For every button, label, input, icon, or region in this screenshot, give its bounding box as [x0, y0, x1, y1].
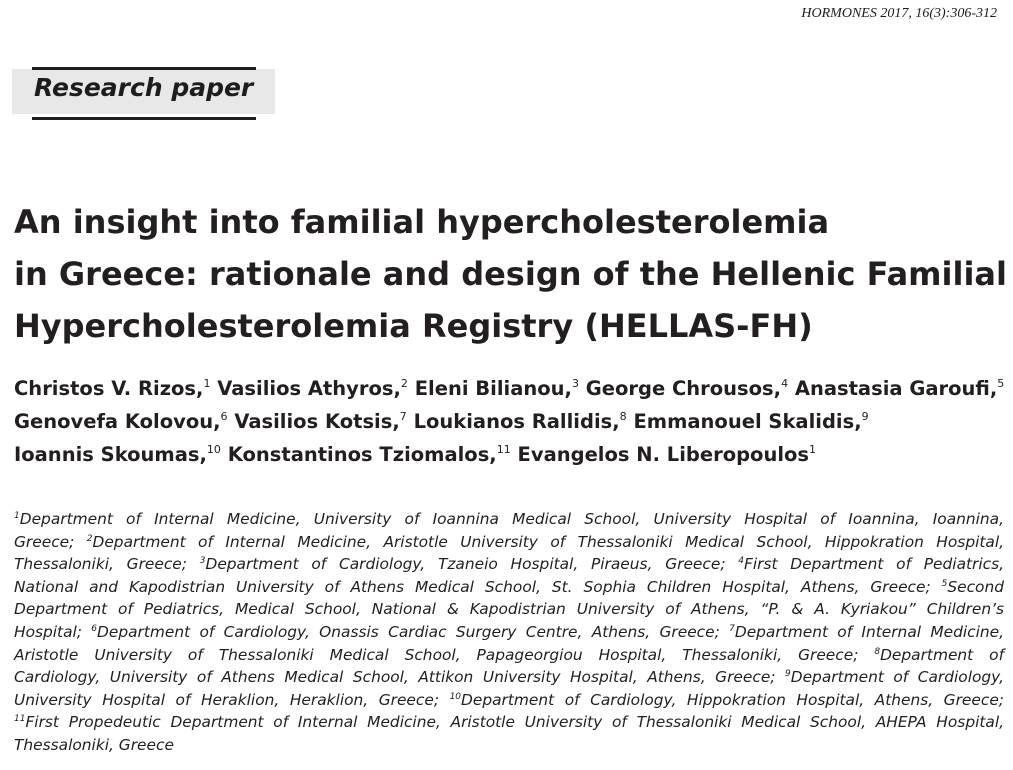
author: [14, 410, 228, 433]
affiliation-line: [14, 666, 1004, 689]
author-name: George Chrousos,: [585, 377, 782, 400]
author-affiliation-mark: 11: [496, 443, 511, 456]
affiliation-number: 10: [449, 691, 462, 702]
author-name: Vasilios Kotsis,: [234, 410, 400, 433]
author-name: Konstantinos Tziomalos,: [227, 443, 497, 466]
affiliation-text: Department of Cardiology, Onassis Cardiac Surgery Centre, Athens, Greece;: [97, 622, 730, 641]
section-rule-bottom: [32, 117, 256, 120]
author-affiliation-mark: 9: [861, 410, 869, 423]
affiliation-text: Thessaloniki, Greece: [14, 735, 174, 754]
author-name: Evangelos N. Liberopoulos: [517, 443, 810, 466]
section-label: Research paper: [34, 73, 254, 102]
affiliation-text: Department of Pediatrics, Medical School, National & Kapodistrian University of Athens, “P. & A. Kyriakou” Children’s: [14, 600, 1004, 619]
affiliation-text: Cardiology, University of Athens Medical School, Attikon University Hospital, Athens, Greece;: [14, 668, 785, 687]
author: [415, 377, 579, 400]
author-affiliation-mark: 6: [220, 410, 228, 423]
author-affiliation-mark: 5: [997, 377, 1005, 390]
affiliation-number: 1: [14, 511, 20, 521]
author-name: Anastasia Garoufi,: [794, 377, 998, 400]
section-rule-top: [32, 67, 256, 70]
affiliation-number: 9: [785, 669, 791, 680]
author-name: Loukianos Rallidis,: [413, 410, 620, 433]
author: [14, 443, 221, 466]
title-line: Hypercholesterolemia Registry (HELLAS-FH): [14, 307, 813, 345]
affiliations-block: [14, 508, 1004, 757]
author-affiliation-mark: 3: [571, 377, 579, 390]
affiliation-number: 3: [199, 556, 206, 567]
affiliation-number: 11: [14, 714, 26, 725]
author-name: Eleni Bilianou,: [414, 377, 572, 400]
affiliation-line: [14, 531, 1004, 554]
author-affiliation-mark: 7: [399, 410, 407, 423]
author-name: Genovefa Kolovou,: [14, 410, 221, 433]
affiliation-text: First Propedeutic Department of Internal Medicine, Aristotle University of Thessaloniki Medical School, AHEPA Hospital,: [25, 713, 1004, 732]
author-affiliation-mark: 1: [809, 443, 817, 456]
affiliation-text: Department of Cardiology,: [790, 668, 1004, 687]
affiliation-number: 7: [729, 623, 735, 634]
affiliation-text: Department of Cardiology, Hippokration Hospital, Athens, Greece;: [461, 690, 1004, 709]
affiliation-text: Thessaloniki, Greece;: [14, 555, 200, 574]
affiliation-number: 5: [941, 578, 948, 589]
author-line: [14, 372, 1004, 405]
affiliation-number: 8: [874, 646, 881, 657]
affiliation-text: Hospital;: [14, 622, 92, 641]
affiliation-line: [14, 689, 1004, 712]
author-name: Ioannis Skoumas,: [14, 443, 207, 466]
author: [633, 410, 868, 433]
affiliation-number: 4: [738, 556, 745, 567]
author: [14, 377, 210, 400]
journal-citation: HORMONES 2017, 16(3):306-312: [801, 6, 997, 21]
title-line: in Greece: rationale and design of the Hellenic Familial: [14, 255, 1007, 293]
author-name: Christos V. Rizos,: [14, 377, 204, 400]
affiliation-text: National and Kapodistrian University of Athens Medical School, St. Sophia Children Hospital, Athens, Greece;: [14, 577, 942, 596]
author-affiliation-mark: 4: [781, 377, 789, 390]
affiliation-text: First Department of Pediatrics,: [744, 555, 1005, 574]
affiliation-text: Department of Internal Medicine,: [734, 622, 1004, 641]
affiliation-line: [14, 598, 1004, 621]
affiliation-text: Department of Internal Medicine, University of Ioannina Medical School, University Hospital of Ioannina, Ioannina,: [19, 510, 1004, 528]
author-list: [14, 372, 1004, 471]
author-affiliation-mark: 2: [400, 377, 408, 390]
affiliation-text: Aristotle University of Thessaloniki Medical School, Papageorgiou Hospital, Thessaloniki, Greece;: [14, 645, 875, 664]
affiliation-line: [14, 576, 1004, 599]
author: [228, 443, 511, 466]
author: [518, 443, 816, 466]
author-affiliation-mark: 8: [619, 410, 627, 423]
affiliation-text: Department of: [880, 645, 1004, 664]
author: [234, 410, 406, 433]
author: [217, 377, 408, 400]
affiliation-text: Second: [947, 577, 1004, 596]
affiliation-line: [14, 711, 1004, 734]
affiliation-line: [14, 644, 1004, 667]
affiliation-text: Department of Cardiology, Tzaneio Hospital, Piraeus, Greece;: [205, 555, 739, 574]
affiliation-text: Department of Internal Medicine, Aristotle University of Thessaloniki Medical School, Hippokration Hospital,: [92, 532, 1004, 551]
author-line: [14, 405, 1004, 438]
affiliation-line: [14, 508, 1004, 531]
affiliation-number: 6: [91, 623, 98, 634]
affiliation-number: 2: [86, 533, 93, 544]
affiliation-line: [14, 734, 1004, 757]
author: [414, 410, 627, 433]
author-line: [14, 438, 1004, 471]
title-line: An insight into familial hypercholesterolemia: [14, 203, 830, 241]
author-name: Vasilios Athyros,: [217, 377, 401, 400]
paper-title: [14, 196, 1007, 352]
author-affiliation-mark: 1: [203, 377, 211, 390]
author: [795, 377, 1004, 400]
affiliation-text: Greece;: [14, 532, 87, 551]
author: [586, 377, 788, 400]
author-affiliation-mark: 10: [206, 443, 221, 456]
author-name: Emmanouel Skalidis,: [633, 410, 862, 433]
affiliation-line: [14, 553, 1004, 576]
affiliation-line: [14, 621, 1004, 644]
affiliation-text: University Hospital of Heraklion, Heraklion, Greece;: [14, 690, 450, 709]
